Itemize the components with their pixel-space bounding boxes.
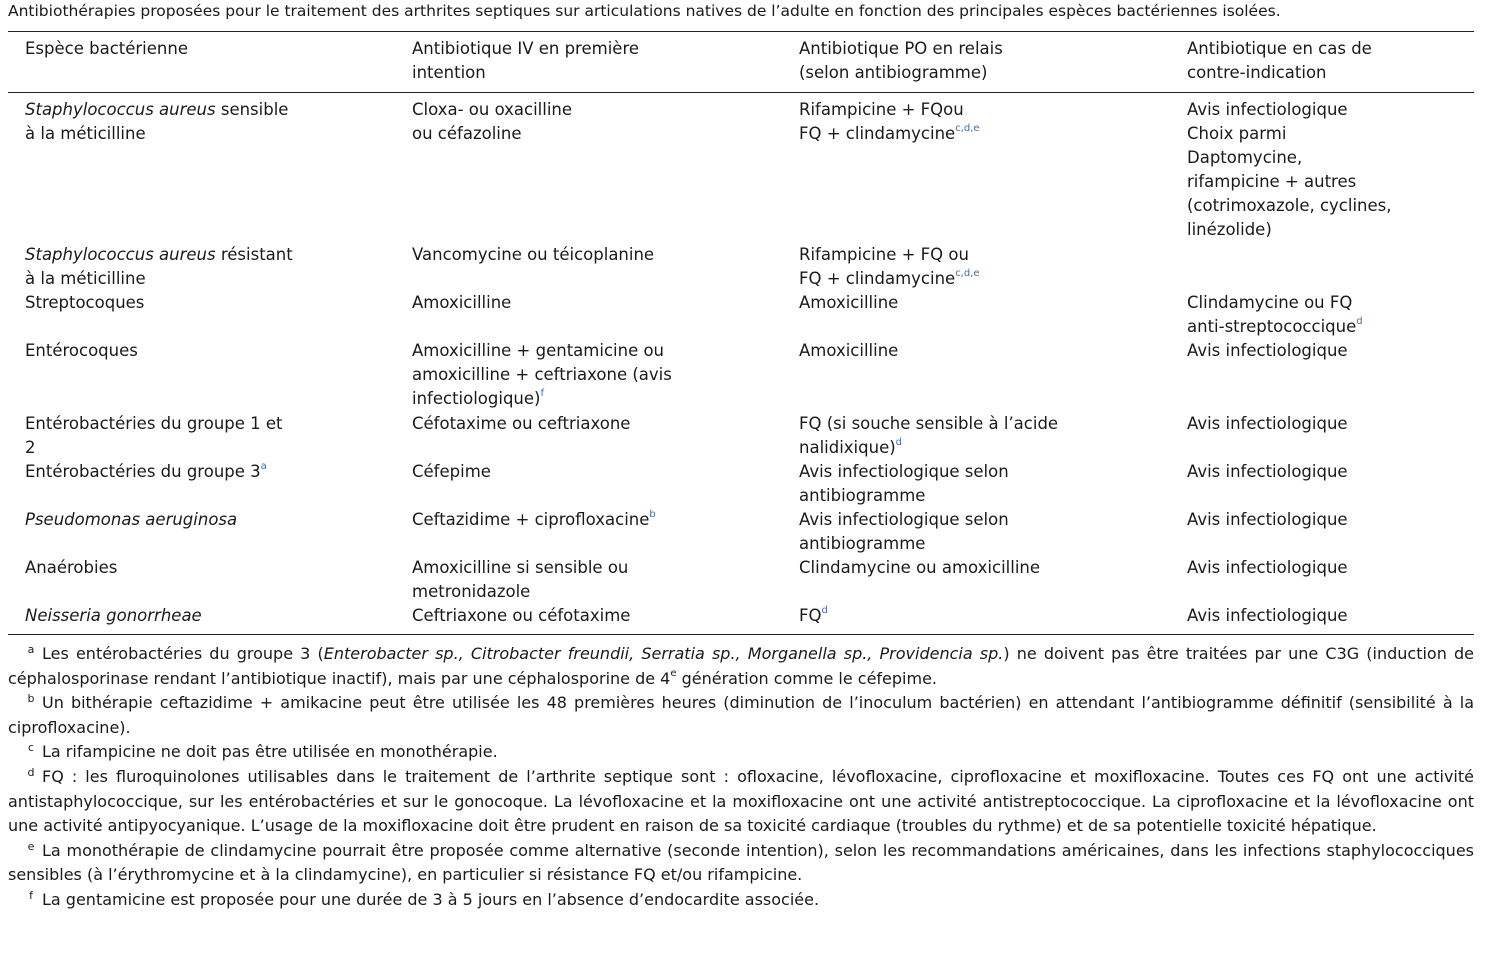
footnote-text: La rifampicine ne doit pas être utilisée en monothérapie.	[42, 742, 498, 762]
column-header-line: Antibiotique en cas de	[1187, 39, 1372, 58]
cell-line	[25, 412, 283, 436]
table-cell	[799, 291, 898, 315]
cell-text: Avis infectiologique selon	[799, 510, 1009, 529]
cell-text: Avis infectiologique	[1187, 341, 1348, 360]
footnotes	[8, 642, 1474, 913]
cell-line	[799, 267, 980, 291]
footnote-text: génération comme le céfepime.	[676, 668, 937, 688]
cell-text: Avis infectiologique	[1187, 414, 1348, 433]
footnote-ref: b	[649, 509, 656, 520]
italic-text: Enterobacter sp., Citrobacter freundii, Serratia sp., Morganella sp., Providencia sp.	[323, 644, 1004, 663]
cell-text: FQ	[799, 606, 822, 625]
cell-text: nalidixique)	[799, 438, 896, 457]
table-cell	[412, 412, 630, 436]
column-header-line: intention	[412, 63, 486, 82]
cell-line	[412, 291, 511, 315]
cell-line	[799, 508, 1009, 532]
cell-text: antibiogramme	[799, 534, 926, 553]
column-header-line: Antibiotique PO en relais	[799, 39, 1003, 58]
table-cell	[25, 339, 138, 363]
table-cell	[799, 412, 1058, 460]
cell-text: FQ + clindamycine	[799, 124, 956, 143]
cell-text: FQ (si souche sensible à l’acide	[799, 414, 1059, 433]
cell-text: Avis infectiologique selon	[799, 462, 1009, 481]
table-cell	[799, 604, 828, 628]
column-header-line: (selon antibiogramme)	[799, 63, 988, 82]
cell-line	[412, 604, 630, 628]
table-caption: Antibiothérapies proposées pour le traitement des arthrites septiques sur articulations natives de l’adulte en fonction des principales espèces bactériennes isolées.	[8, 2, 1281, 20]
cell-text: à la méticilline	[25, 124, 146, 143]
cell-line	[1187, 315, 1363, 339]
cell-text: Rifampicine + FQ ou	[799, 245, 969, 264]
cell-line	[412, 363, 672, 387]
table-cell	[412, 556, 628, 604]
cell-line	[412, 580, 628, 604]
cell-text: Avis infectiologique	[1187, 462, 1348, 481]
cell-line	[25, 604, 202, 628]
column-header-line: contre-indication	[1187, 63, 1327, 82]
table-cell	[799, 339, 898, 363]
cell-text: Clindamycine ou FQ	[1187, 293, 1353, 312]
table-cell	[412, 604, 630, 628]
cell-text: rifampicine + autres	[1187, 172, 1357, 191]
cell-line	[412, 387, 672, 411]
table-cell	[1187, 508, 1348, 532]
cell-text: Amoxicilline + gentamicine ou	[412, 341, 665, 360]
column-header	[1187, 37, 1372, 85]
cell-line	[25, 508, 237, 532]
cell-text: Avis infectiologique	[1187, 606, 1348, 625]
footnote: a Les entérobactéries du groupe 3 (Enterobacter sp., Citrobacter freundii, Serratia sp., Morganella sp., Providencia sp.) ne doivent pas être traitées par une C3G (induction de céphalosporinase rendant l’antibiotique inactif), mais par une céphalosporine de 4e génération comme le céfepime.	[8, 643, 1474, 688]
cell-line	[1187, 508, 1348, 532]
cell-line	[799, 484, 1009, 508]
table-cell	[1187, 339, 1348, 363]
table-cell	[412, 243, 654, 267]
cell-line	[25, 291, 144, 315]
footnote-text: La monothérapie de clindamycine pourrait être proposée comme alternative (seconde intention), selon les recommandations américaines, dans les infections staphylococciques sensibles (à l’érythromycine et à la clindamycine), en particulier si résistance FQ et/ou rifampicine.	[8, 840, 1474, 885]
table-cell	[25, 243, 293, 291]
cell-line	[799, 122, 980, 146]
cell-line	[1187, 339, 1348, 363]
column-header	[25, 37, 188, 61]
footnote: e La monothérapie de clindamycine pourrait être proposée comme alternative (seconde intention), selon les recommandations américaines, dans les infections staphylococciques sensibles (à l’érythromycine et à la clindamycine), en particulier si résistance FQ et/ou rifampicine.	[8, 839, 1474, 885]
footnote-ref: c,d,e	[955, 268, 980, 279]
cell-line	[1187, 194, 1392, 218]
cell-line	[799, 436, 1058, 460]
table-cell	[799, 556, 1040, 580]
table-cell	[1187, 291, 1363, 339]
cell-line	[412, 460, 491, 484]
cell-text: Avis infectiologique	[1187, 558, 1348, 577]
cell-line	[1187, 98, 1392, 122]
table-cell	[1187, 556, 1348, 580]
cell-line	[25, 267, 293, 291]
cell-line	[1187, 170, 1392, 194]
cell-text: anti-streptococcique	[1187, 317, 1357, 336]
cell-line	[799, 556, 1040, 580]
footnote-ref: d	[821, 605, 828, 616]
cell-line	[799, 460, 1009, 484]
table-cell	[799, 460, 1009, 508]
cell-line	[799, 291, 898, 315]
cell-text: sensible	[215, 100, 289, 119]
cell-line	[799, 604, 828, 628]
cell-line	[799, 532, 1009, 556]
footnote: c La rifampicine ne doit pas être utilisée en monothérapie.	[27, 741, 498, 762]
cell-line	[25, 556, 117, 580]
cell-text: Vancomycine ou téicoplanine	[412, 245, 655, 264]
table-cell	[25, 291, 144, 315]
cell-line	[1187, 460, 1348, 484]
italic-text: Neisseria gonorrheae	[25, 606, 202, 625]
cell-text: (cotrimoxazole, cyclines,	[1187, 196, 1392, 215]
cell-text: Rifampicine + FQou	[799, 100, 964, 119]
table-cell	[799, 243, 980, 291]
cell-text: Ceftazidime + ciprofloxacine	[412, 510, 650, 529]
table-cell	[1187, 604, 1348, 628]
cell-line	[25, 339, 138, 363]
cell-line	[1187, 218, 1392, 242]
cell-text: Ceftriaxone ou céfotaxime	[412, 606, 631, 625]
cell-line	[1187, 604, 1348, 628]
cell-text: Entérocoques	[25, 341, 138, 360]
italic-text: Staphylococcus aureus	[25, 245, 216, 264]
cell-line	[25, 98, 288, 122]
footnote-text: Un bithérapie ceftazidime + amikacine peut être utilisée les 48 premières heures (diminution de l’inoculum bactérien) en attendant l’antibiogramme définitif (sensibilité à la ciprofloxacine).	[8, 693, 1474, 737]
cell-text: Avis infectiologique	[1187, 100, 1348, 119]
cell-text: metronidazole	[412, 582, 531, 601]
table-cell	[412, 460, 491, 484]
table-cell	[799, 98, 980, 146]
cell-line	[412, 122, 572, 146]
column-header-line: Espèce bactérienne	[25, 39, 188, 58]
table-cell	[25, 98, 288, 146]
cell-line	[1187, 146, 1392, 170]
table-cell	[412, 339, 672, 411]
cell-line	[25, 243, 293, 267]
table-cell	[799, 508, 1009, 556]
table-cell	[25, 460, 267, 484]
table-cell	[25, 604, 202, 628]
cell-text: résistant	[215, 245, 293, 264]
cell-text: infectiologique)	[412, 389, 541, 408]
cell-text: FQ + clindamycine	[799, 269, 956, 288]
cell-line	[412, 508, 656, 532]
cell-line	[412, 556, 628, 580]
table-cell	[1187, 98, 1392, 242]
footnote-ref: c,d,e	[955, 123, 980, 134]
italic-text: Pseudomonas aeruginosa	[25, 510, 238, 529]
cell-text: 2	[25, 438, 36, 457]
cell-line	[799, 339, 898, 363]
footnote: f La gentamicine est proposée pour une durée de 3 à 5 jours en l’absence d’endocardite associée.	[29, 888, 820, 909]
cell-text: à la méticilline	[25, 269, 146, 288]
table-cell	[1187, 460, 1348, 484]
table-cell	[412, 508, 656, 532]
column-header-line: Antibiotique IV en première	[412, 39, 640, 58]
cell-line	[1187, 122, 1392, 146]
table-cell	[25, 412, 283, 460]
table-cell	[25, 508, 237, 532]
cell-text: ou céfazoline	[412, 124, 522, 143]
cell-text: antibiogramme	[799, 486, 926, 505]
cell-line	[25, 460, 267, 484]
footnote-text: Les entérobactéries du groupe 3 (	[42, 644, 324, 663]
cell-line	[412, 243, 654, 267]
cell-text: Céfotaxime ou ceftriaxone	[412, 414, 631, 433]
table-cell	[412, 291, 511, 315]
bottom-rule	[8, 634, 1474, 635]
cell-text: Entérobactéries du groupe 3	[25, 462, 261, 481]
cell-line	[1187, 412, 1348, 436]
footnote-text: La gentamicine est proposée pour une durée de 3 à 5 jours en l’absence d’endocardite associée.	[42, 889, 820, 909]
table-cell	[25, 556, 117, 580]
cell-text: Streptocoques	[25, 293, 145, 312]
column-header	[412, 37, 639, 85]
cell-line	[412, 339, 672, 363]
cell-line	[799, 412, 1058, 436]
cell-text: Choix parmi	[1187, 124, 1287, 143]
footnote-text: FQ : les fluroquinolones utilisables dans le traitement de l’arthrite septique sont : ofloxacine, lévofloxacine, ciprofloxacine et moxifloxacine. Toutes ces FQ ont une activité antistaphylococcique, sur les entérobactéries et sur le gonocoque. La lévofloxacine et la moxifloxacine ont une activité antistreptococcique. La ciprofloxacine et la lévofloxacine ont une activité antipyocyanique. L’usage de la moxifloxacine doit être prudent en raison de sa toxicité cardiaque (troubles du rythme) et de sa potentielle toxicité hépatique.	[8, 766, 1474, 836]
footnote-ref: a	[260, 461, 267, 472]
cell-line	[799, 243, 980, 267]
footnote-ref: d	[1356, 316, 1363, 327]
footnote-ref: f	[540, 388, 545, 399]
top-rule	[8, 31, 1474, 32]
footnote-ref: d	[895, 437, 903, 448]
cell-line	[1187, 291, 1363, 315]
cell-line	[25, 122, 288, 146]
cell-line	[1187, 556, 1348, 580]
cell-text: Clindamycine ou amoxicilline	[799, 558, 1041, 577]
footnote-text: ) ne doivent pas être traitées par une C3G (induction de céphalosporinase rendant l’antibiotique inactif), mais par une céphalosporine de 4	[8, 644, 1474, 688]
header-rule	[8, 92, 1474, 93]
footnote: d FQ : les fluroquinolones utilisables dans le traitement de l’arthrite septique sont : ofloxacine, lévofloxacine, ciprofloxacine et moxifloxacine. Toutes ces FQ ont une activité antistaphylococcique, sur les entérobactéries et sur le gonocoque. La lévofloxacine et la moxifloxacine ont une activité antistreptococcique. La ciprofloxacine et la lévofloxacine ont une activité antipyocyanique. L’usage de la moxifloxacine doit être prudent en raison de sa toxicité cardiaque (troubles du rythme) et de sa potentielle toxicité hépatique.	[8, 765, 1474, 836]
cell-text: Amoxicilline	[412, 293, 512, 312]
cell-text: Entérobactéries du groupe 1 et	[25, 414, 283, 433]
italic-text: Staphylococcus aureus	[25, 100, 216, 119]
cell-text: Amoxicilline	[799, 293, 899, 312]
cell-text: Avis infectiologique	[1187, 510, 1348, 529]
superscript: e	[670, 667, 677, 679]
column-header	[799, 37, 1003, 85]
cell-text: linézolide)	[1187, 220, 1272, 239]
cell-text: Amoxicilline	[799, 341, 899, 360]
cell-text: Cloxa- ou oxacilline	[412, 100, 573, 119]
cell-text: Anaérobies	[25, 558, 118, 577]
cell-text: Daptomycine,	[1187, 148, 1303, 167]
cell-line	[25, 436, 283, 460]
cell-line	[412, 412, 630, 436]
cell-text: Amoxicilline si sensible ou	[412, 558, 629, 577]
table-cell	[412, 98, 572, 146]
cell-text: Céfepime	[412, 462, 491, 481]
cell-line	[799, 98, 980, 122]
table-cell	[1187, 412, 1348, 436]
cell-text: amoxicilline + ceftriaxone (avis	[412, 365, 672, 384]
footnote: b Un bithérapie ceftazidime + amikacine peut être utilisée les 48 premières heures (diminution de l’inoculum bactérien) en attendant l’antibiogramme définitif (sensibilité à la ciprofloxacine).	[8, 692, 1474, 737]
cell-line	[412, 98, 572, 122]
